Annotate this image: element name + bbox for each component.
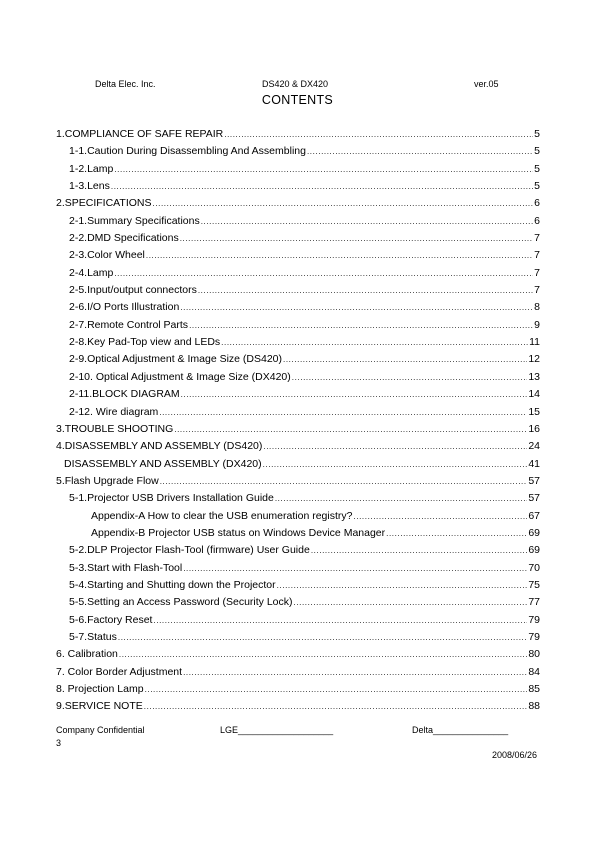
toc-entry-page: 85	[528, 683, 540, 695]
toc-dot-leader	[277, 577, 528, 594]
toc-dot-leader	[353, 508, 527, 525]
toc-dot-leader	[201, 213, 533, 230]
toc-entry-label: 2-4.Lamp	[69, 266, 114, 279]
toc-dot-leader	[153, 195, 534, 212]
toc-entry[interactable]	[56, 195, 540, 212]
toc-entry-label: Appendix-B Projector USB status on Windows Device Manager	[91, 526, 386, 539]
toc-entry-label: 2-12. Wire diagram	[69, 405, 159, 418]
toc-entry-page: 24	[528, 440, 540, 453]
toc-entry-label: 5-7.Status	[69, 630, 117, 643]
toc-entry-label: 5-5.Setting an Access Password (Security Lock)	[69, 596, 293, 609]
toc-entry[interactable]	[56, 542, 540, 559]
toc-entry-page: 7	[534, 266, 540, 279]
toc-dot-leader	[118, 629, 527, 646]
toc-entry-label: 2-1.Summary Specifications	[69, 214, 200, 227]
toc-entry-label: Appendix-A How to clear the USB enumeration registry?	[91, 509, 353, 522]
toc-entry[interactable]	[56, 265, 540, 282]
toc-entry[interactable]	[56, 594, 540, 611]
toc-entry[interactable]	[56, 456, 540, 473]
footer-date: 2008/06/26	[492, 750, 538, 760]
toc-entry-page: 16	[528, 422, 540, 435]
toc-dot-leader	[111, 178, 533, 195]
header-version: ver.05	[474, 79, 499, 89]
toc-entry-page: 5	[534, 162, 540, 175]
toc-entry[interactable]	[56, 334, 540, 351]
toc-entry-label: 1-3.Lens	[69, 180, 110, 193]
toc-entry-label: 2-2.DMD Specifications	[69, 232, 179, 245]
toc-entry-label: 2-5.Input/output connectors	[69, 284, 197, 297]
toc-entry-page: 8	[534, 301, 540, 314]
toc-entry[interactable]	[56, 560, 540, 577]
footer-delta-signature: Delta_______________	[412, 725, 509, 735]
toc-entry-page: 69	[528, 544, 540, 557]
toc-entry-label: 2-7.Remote Control Parts	[69, 318, 189, 331]
toc-entry[interactable]	[56, 698, 540, 715]
toc-dot-leader	[114, 265, 533, 282]
toc-entry-label: 5-2.DLP Projector Flash-Tool (firmware) User Guide	[69, 544, 310, 557]
toc-entry-label: 2-11.BLOCK DIAGRAM	[69, 388, 180, 401]
toc-entry-label: 8. Projection Lamp	[56, 683, 144, 695]
toc-dot-leader	[144, 698, 528, 715]
footer-lge-signature: LGE___________________	[220, 725, 334, 735]
toc-entry-page: 79	[528, 630, 540, 643]
toc-entry-page: 5	[534, 180, 540, 193]
toc-entry-page: 7	[534, 249, 540, 262]
toc-entry[interactable]	[56, 299, 540, 316]
toc-entry-label: 1-1.Caution During Disassembling And Assembling	[69, 145, 306, 158]
toc-entry-label: 7. Color Border Adjustment	[56, 665, 183, 678]
toc-dot-leader	[189, 317, 533, 334]
toc-entry-label: 2-9.Optical Adjustment & Image Size (DS420)	[69, 353, 283, 366]
toc-entry-page: 75	[528, 578, 540, 591]
toc-entry-page: 84	[528, 665, 540, 678]
toc-dot-leader	[160, 473, 528, 490]
toc-dot-leader	[174, 421, 527, 438]
toc-entry-page: 13	[528, 370, 540, 383]
toc-entry-label: DISASSEMBLY AND ASSEMBLY (DX420)	[64, 457, 262, 470]
toc-entry[interactable]	[56, 577, 540, 594]
toc-entry-page: 5	[534, 145, 540, 158]
toc-entry-label: 3.TROUBLE SHOOTING	[56, 422, 174, 435]
toc-entry[interactable]	[56, 282, 540, 299]
toc-entry-page: 14	[528, 388, 540, 401]
toc-entry[interactable]	[56, 525, 540, 542]
header-company: Delta Elec. Inc.	[95, 79, 156, 89]
toc-entry-page: 57	[528, 492, 540, 505]
toc-entry-page: 80	[528, 648, 540, 661]
toc-entry[interactable]	[56, 247, 540, 264]
toc-dot-leader	[183, 560, 527, 577]
toc-entry-label: 6. Calibration	[56, 648, 118, 661]
footer-confidential: Company Confidential	[56, 725, 145, 735]
toc-entry[interactable]	[56, 317, 540, 334]
toc-entry[interactable]	[56, 386, 540, 403]
toc-entry[interactable]	[56, 664, 540, 681]
toc-dot-leader	[283, 351, 527, 368]
toc-entry-label: 2-6.I/O Ports Illustration	[69, 301, 180, 314]
toc-entry[interactable]	[56, 612, 540, 629]
toc-entry-label: 1.COMPLIANCE OF SAFE REPAIR	[56, 128, 224, 140]
toc-dot-leader	[180, 299, 533, 316]
toc-entry[interactable]	[56, 438, 540, 455]
toc-dot-leader	[311, 542, 528, 559]
toc-entry[interactable]	[56, 230, 540, 247]
toc-entry[interactable]	[56, 351, 540, 368]
toc-entry-page: 7	[534, 232, 540, 245]
toc-entry[interactable]	[56, 490, 540, 507]
toc-entry-label: 5-3.Start with Flash-Tool	[69, 561, 183, 574]
toc-entry[interactable]	[56, 178, 540, 195]
toc-entry-page: 69	[528, 526, 540, 539]
toc-entry-page: 7	[534, 284, 540, 297]
toc-dot-leader	[263, 456, 528, 473]
toc-dot-leader	[180, 230, 533, 247]
toc-entry-page: 57	[528, 474, 540, 487]
toc-dot-leader	[114, 161, 533, 178]
toc-dot-leader	[145, 681, 528, 698]
toc-entry-label: 5.Flash Upgrade Flow	[56, 474, 159, 487]
toc-entry[interactable]	[56, 421, 540, 438]
toc-entry[interactable]	[56, 404, 540, 421]
toc-entry-page: 77	[528, 596, 540, 609]
toc-entry-page: 9	[534, 318, 540, 331]
toc-dot-leader	[119, 646, 527, 663]
toc-entry-page: 11	[529, 336, 540, 349]
toc-entry-page: 6	[534, 214, 540, 227]
toc-entry-page: 15	[528, 405, 540, 418]
toc-entry-page: 67	[528, 509, 540, 522]
toc-dot-leader	[292, 369, 528, 386]
toc-dot-leader	[275, 490, 527, 507]
toc-entry[interactable]	[56, 508, 540, 525]
toc-entry-page: 5	[534, 128, 540, 140]
header-model: DS420 & DX420	[262, 79, 329, 89]
toc-entry-label: 5-1.Projector USB Drivers Installation Guide	[69, 492, 274, 505]
toc-dot-leader	[307, 143, 533, 160]
toc-dot-leader	[221, 334, 528, 351]
toc-entry[interactable]	[56, 681, 540, 698]
toc-dot-leader	[263, 438, 527, 455]
toc-entry[interactable]	[56, 369, 540, 386]
toc-dot-leader	[159, 404, 527, 421]
toc-entry-label: 5-6.Factory Reset	[69, 613, 153, 626]
toc-entry-page: 41	[528, 457, 540, 470]
toc-dot-leader	[294, 594, 528, 611]
toc-entry-page: 12	[528, 353, 540, 366]
toc-entry[interactable]	[56, 213, 540, 230]
toc-entry-label: 5-4.Starting and Shutting down the Projector	[69, 578, 276, 591]
table-of-contents	[56, 126, 540, 716]
toc-dot-leader	[183, 664, 527, 681]
toc-entry-label: 2-8.Key Pad-Top view and LEDs	[69, 336, 221, 349]
toc-entry-label: 2-10. Optical Adjustment & Image Size (DX420)	[69, 370, 291, 383]
toc-dot-leader	[153, 612, 527, 629]
toc-entry[interactable]	[56, 629, 540, 646]
toc-dot-leader	[146, 247, 533, 264]
toc-dot-leader	[386, 525, 527, 542]
toc-entry-label: 2-3.Color Wheel	[69, 249, 145, 262]
toc-entry[interactable]	[56, 161, 540, 178]
toc-dot-leader	[181, 386, 528, 403]
toc-entry-page: 79	[528, 613, 540, 626]
toc-entry[interactable]	[56, 473, 540, 490]
toc-entry-page: 88	[528, 700, 540, 713]
toc-entry-page: 70	[528, 561, 540, 574]
toc-entry-label: 2.SPECIFICATIONS	[56, 197, 152, 210]
page-title: CONTENTS	[261, 93, 334, 107]
toc-entry[interactable]	[56, 126, 540, 143]
toc-dot-leader	[224, 126, 533, 143]
footer-page-number: 3	[56, 738, 62, 748]
toc-dot-leader	[198, 282, 533, 299]
toc-entry[interactable]	[56, 646, 540, 663]
toc-entry-label: 1-2.Lamp	[69, 162, 114, 175]
toc-entry[interactable]	[56, 143, 540, 160]
toc-entry-label: 4.DISASSEMBLY AND ASSEMBLY (DS420)	[56, 440, 263, 453]
toc-entry-label: 9.SERVICE NOTE	[56, 700, 143, 713]
toc-entry-page: 6	[534, 197, 540, 210]
